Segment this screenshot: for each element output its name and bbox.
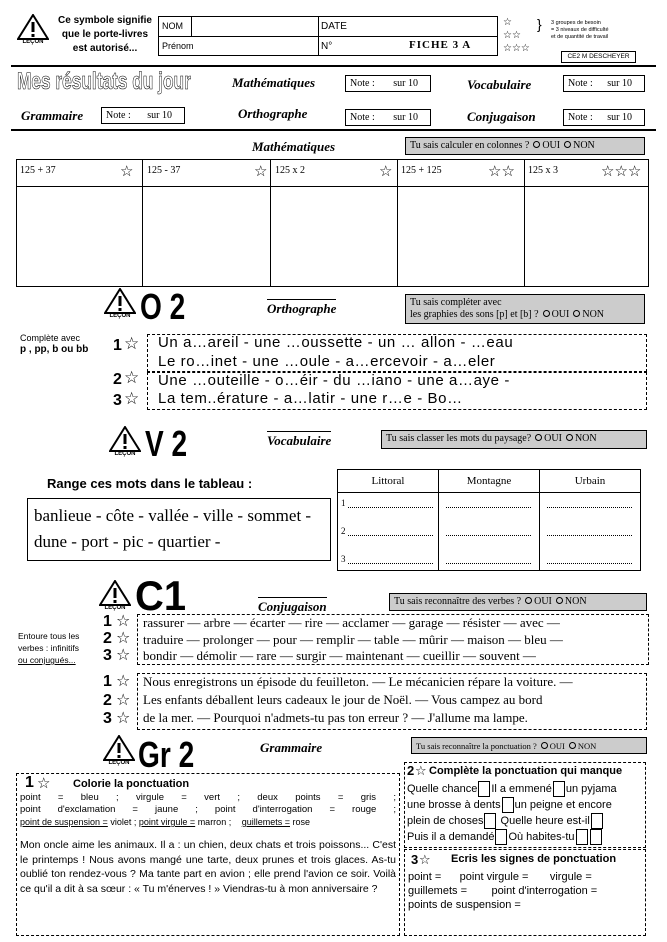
non-label: NON xyxy=(582,309,605,320)
math-score-field[interactable] xyxy=(345,75,431,92)
results-title: Mes résultats du jour xyxy=(17,68,191,95)
ex2-segment: Puis il a demandé xyxy=(407,831,495,844)
ex3-line: points de suspension = xyxy=(408,899,521,911)
star-icon: ☆☆ xyxy=(488,162,515,180)
vocab-question xyxy=(381,430,647,449)
ex1-text: Mon oncle aime les animaux. Il a : un chien, deux chats et trois poissons... C'est le printemps ! Nous avons mangé une tarte, deux prunes et trois glaces. As-tu oublié ton rendez-vous ? Ma tante part en avion ; elle prend l'avion ce soir. Voilà ce qu'il a dit à sa sœur : « Tu m'énerves ! » Viendras-tu à mon anniversaire ? xyxy=(20,839,396,895)
level-number: 3 xyxy=(411,852,419,867)
key-label: point virgule = xyxy=(138,817,196,827)
lecon-warning-icon xyxy=(109,426,141,460)
row-number: 2 xyxy=(341,526,346,536)
symbol-line: est autorisé... xyxy=(72,43,138,54)
punct-box[interactable] xyxy=(484,813,496,829)
ex1-title: Colorie la ponctuation xyxy=(73,778,190,790)
ex2-segment: Quelle chance xyxy=(407,783,478,795)
vocab-code: V 2 xyxy=(145,423,188,464)
groups-note-line: et de quantité de travail xyxy=(551,34,609,40)
row-number: 1 xyxy=(341,498,346,508)
star-icon: ☆ xyxy=(415,764,427,779)
sur-label: sur 10 xyxy=(607,78,632,89)
note-label: Note : xyxy=(568,112,593,123)
op-label: 125 + 37 xyxy=(20,165,56,176)
conj-sentence: Les enfants déballent leurs cadeaux le jour de Noël. — Vous campez au bord xyxy=(143,692,543,707)
date-label: DATE xyxy=(321,21,347,32)
gram-score-field[interactable] xyxy=(101,107,185,124)
conj-word-line: traduire — prolonger — pour — remplir — table — mûrir — maison — bleu — xyxy=(143,632,563,647)
ex1-key-3: point de suspension = violet ; point virgule = marron ; guillemets = rose xyxy=(20,817,311,827)
ex3-line: guillemets = point d'interrogation = xyxy=(408,885,598,897)
conj-score-field[interactable] xyxy=(563,109,645,126)
vocab-wordbox xyxy=(27,498,331,561)
level-number: 2 xyxy=(103,692,112,709)
op-label: 125 + 125 xyxy=(401,165,442,176)
star-icon: ☆☆☆ xyxy=(601,162,642,180)
col-montagne: Montagne xyxy=(466,475,512,487)
fiche-label: FICHE 3 A xyxy=(409,39,472,51)
math-grid xyxy=(16,159,649,287)
vocab-instruction: Range ces mots dans le tableau : xyxy=(47,476,253,491)
conj-sentence: Nous enregistrons un épisode du feuilleton. — Le mécanicien répare la voiture. — xyxy=(143,674,573,689)
star-icon: ☆ xyxy=(116,645,131,664)
math-title: Mathématiques xyxy=(252,139,336,154)
instruction-line: p , pp, b ou bb xyxy=(20,344,89,355)
non-label: NON xyxy=(564,596,587,607)
ortho-line: Le ro…inet - une …oule - a…ercevoir - a…eler xyxy=(158,353,496,370)
star-icon: ☆ xyxy=(116,611,131,630)
level-number: 2 xyxy=(113,371,122,388)
oui-label: OUI xyxy=(549,741,565,751)
non-radio[interactable] xyxy=(569,742,576,749)
level-number: 3 xyxy=(103,647,112,664)
key-label: guillemets = xyxy=(241,817,290,827)
vocab-table xyxy=(337,469,641,571)
star-icon: ☆ xyxy=(116,708,131,727)
star-icon: ☆ xyxy=(254,162,268,180)
non-radio[interactable] xyxy=(556,597,563,604)
class-label: CE2 M DESCHEYER xyxy=(561,51,636,63)
star-icon: ☆ xyxy=(116,690,131,709)
lecon-label: LEÇON xyxy=(22,39,44,45)
op-label: 125 - 37 xyxy=(147,165,181,176)
punct-box[interactable] xyxy=(590,829,602,845)
results-conj-label: Conjugaison xyxy=(467,109,536,124)
star-icon: ☆ xyxy=(116,671,131,690)
word-line: dune - port - pic - quartier - xyxy=(34,532,221,551)
vocab-score-field[interactable] xyxy=(563,75,645,92)
sur-label: sur 10 xyxy=(393,78,418,89)
level-number: 1 xyxy=(113,337,122,354)
key-label: point de suspension = xyxy=(20,817,108,827)
key-value: rose xyxy=(292,817,311,827)
punct-box[interactable] xyxy=(576,829,588,845)
instruction-line: ou conjugués... xyxy=(18,655,76,665)
oui-label: OUI xyxy=(551,309,570,320)
oui-radio[interactable] xyxy=(525,597,532,604)
lecon-warning-icon xyxy=(103,735,135,769)
results-gram-label: Grammaire xyxy=(21,108,84,123)
punct-box[interactable] xyxy=(495,829,507,845)
sur-label: sur 10 xyxy=(607,112,632,123)
question-text: les graphies des sons [p] et [b] ? xyxy=(410,309,539,320)
oui-radio[interactable] xyxy=(535,434,542,441)
gram-ex1 xyxy=(16,773,400,936)
results-ortho-label: Orthographe xyxy=(238,106,308,121)
results-math-label: Mathématiques xyxy=(232,75,316,90)
gram-title: Grammaire xyxy=(260,740,323,755)
sur-label: sur 10 xyxy=(147,110,172,121)
oui-radio[interactable] xyxy=(541,742,548,749)
star-icon: ☆ xyxy=(419,853,431,868)
ortho-score-field[interactable] xyxy=(345,109,431,126)
question-text: Tu sais reconnaître la ponctuation ? xyxy=(416,741,537,751)
nom-label: NOM xyxy=(162,21,183,31)
ex3-title: Ecris les signes de ponctuation xyxy=(451,853,617,865)
non-label: NON xyxy=(573,140,595,151)
level-stars-icon: ☆ ☆☆ ☆☆☆ xyxy=(503,17,530,54)
star-icon: ☆ xyxy=(379,162,393,180)
star-icon: ☆ xyxy=(120,162,134,180)
conj-code: C1 xyxy=(135,572,187,619)
ex2-segment: Il a emmené xyxy=(491,783,552,795)
sur-label: sur 10 xyxy=(393,112,418,123)
ex1-key: point d'exclamation = jaune ; point d'interrogation = rouge ; xyxy=(20,804,396,815)
ex2-segment: une brosse à dents xyxy=(407,799,501,812)
question-text: Tu sais compléter avec xyxy=(410,297,502,308)
oui-label: OUI xyxy=(534,596,552,607)
ortho-line: La tem..érature - a…latir - une r…e - Bo… xyxy=(158,390,463,407)
punct-box[interactable] xyxy=(478,781,490,797)
level-number: 1 xyxy=(25,774,34,791)
prenom-label: Prénom xyxy=(162,41,194,51)
conj-word-line: bondir — démolir — rare — surgir — maintenant — cueillir — souvent — xyxy=(143,648,536,663)
level-number: 3 xyxy=(113,392,122,409)
note-label: Note : xyxy=(350,78,375,89)
conj-title: Conjugaison xyxy=(258,599,327,614)
ortho-instruction xyxy=(20,333,88,355)
level-number: 1 xyxy=(103,613,112,630)
instruction-line: verbes : infinitifs xyxy=(18,643,79,653)
lecon-warning-icon xyxy=(99,580,131,614)
ex2-segment: Quelle heure est-il xyxy=(500,815,590,828)
results-vocab-label: Vocabulaire xyxy=(467,77,532,92)
ortho-line: Une …outeille - o…éir - du …iano - une a…aye - xyxy=(158,372,510,389)
ex2-segment: un pyjama xyxy=(565,783,617,795)
word-line: banlieue - côte - vallée - ville - sommet - xyxy=(34,506,312,525)
key-value: marron ; xyxy=(197,817,232,827)
ex3-line: point = point virgule = virgule = xyxy=(408,871,592,883)
conj-sentence: de la mer. — Pourquoi n'admets-tu pas ton erreur ? — J'allume ma lampe. xyxy=(143,710,528,725)
note-label: Note : xyxy=(568,78,593,89)
conj-word-line: rassurer — arbre — écarter — rire — acclamer — garage — résister — avec — xyxy=(143,615,560,630)
oui-radio[interactable] xyxy=(543,310,550,317)
note-label: Note : xyxy=(106,110,131,121)
gram-code: Gr 2 xyxy=(138,734,195,775)
math-question xyxy=(405,137,645,155)
punct-box[interactable] xyxy=(591,813,603,829)
lecon-label: LEÇON xyxy=(108,760,130,766)
oui-radio[interactable] xyxy=(533,141,540,148)
ortho-line: Un a…areil - une …oussette - un … allon - …eau xyxy=(158,334,514,351)
ex2-text xyxy=(407,781,617,845)
conj-instruction xyxy=(18,630,79,666)
ex2-segment: Où habites-tu xyxy=(508,831,575,844)
col-urbain: Urbain xyxy=(574,475,606,487)
vocab-title: Vocabulaire xyxy=(267,433,332,448)
instruction-line: Entoure tous les xyxy=(18,631,80,641)
gram-question xyxy=(411,737,647,754)
conj-question xyxy=(389,593,647,611)
ex1-key: point = bleu ; virgule = vert ; deux points = gris ; xyxy=(20,792,396,803)
groups-note-line: = 3 niveaux de difficulté xyxy=(551,27,609,33)
non-radio[interactable] xyxy=(564,141,571,148)
key-value: violet xyxy=(110,817,132,827)
instruction-line: Complète avec xyxy=(20,333,81,343)
brace-icon: } xyxy=(537,16,542,32)
op-label: 125 x 2 xyxy=(275,165,305,176)
non-radio[interactable] xyxy=(566,434,573,441)
symbol-line: Ce symbole signifie xyxy=(58,15,152,26)
ortho-title: Orthographe xyxy=(267,301,337,316)
lecon-label: LEÇON xyxy=(109,313,131,319)
oui-label: OUI xyxy=(544,433,562,444)
punct-box[interactable] xyxy=(553,781,565,797)
gram-ex2 xyxy=(404,762,646,848)
question-text: Tu sais reconnaître des verbes ? xyxy=(394,596,522,607)
question-text: Tu sais calculer en colonnes ? xyxy=(410,140,530,151)
ortho-code: O 2 xyxy=(140,286,186,327)
ex2-segment: plein de choses xyxy=(407,815,484,828)
level-number: 2 xyxy=(407,763,415,778)
question-text: Tu sais classer les mots du paysage? xyxy=(386,433,532,444)
non-radio[interactable] xyxy=(573,310,580,317)
groups-note-line: 3 groupes de besoin xyxy=(551,20,601,26)
level-number: 3 xyxy=(103,710,112,727)
star-icon: ☆ xyxy=(124,334,140,354)
groups-note xyxy=(551,20,609,41)
symbol-line: que le porte-livres xyxy=(61,29,149,40)
star-icon: ☆ xyxy=(116,628,131,647)
ex2-segment: un peigne et encore xyxy=(514,799,612,812)
row-number: 3 xyxy=(341,554,346,564)
ex2-title: Complète la ponctuation qui manque xyxy=(429,765,623,777)
oui-label: OUI xyxy=(542,140,561,151)
non-label: NON xyxy=(577,741,597,751)
ortho-question xyxy=(405,294,645,324)
lecon-label: LEÇON xyxy=(104,605,126,611)
gram-ex3 xyxy=(404,849,646,936)
symbol-explanation xyxy=(50,14,160,56)
star-icon: ☆ xyxy=(37,774,51,792)
lecon-warning-icon xyxy=(17,14,49,48)
level-number: 1 xyxy=(103,673,112,690)
level-number: 2 xyxy=(103,630,112,647)
punct-box[interactable] xyxy=(502,797,514,813)
number-label: N° xyxy=(321,41,333,52)
identity-grid xyxy=(158,16,498,56)
lecon-warning-icon xyxy=(104,288,136,322)
star-icon: ☆ xyxy=(124,368,140,388)
note-label: Note : xyxy=(350,112,375,123)
star-icon: ☆ xyxy=(124,389,140,409)
op-label: 125 x 3 xyxy=(528,165,558,176)
lecon-label: LEÇON xyxy=(114,451,136,457)
col-littoral: Littoral xyxy=(371,475,405,487)
non-label: NON xyxy=(574,433,597,444)
